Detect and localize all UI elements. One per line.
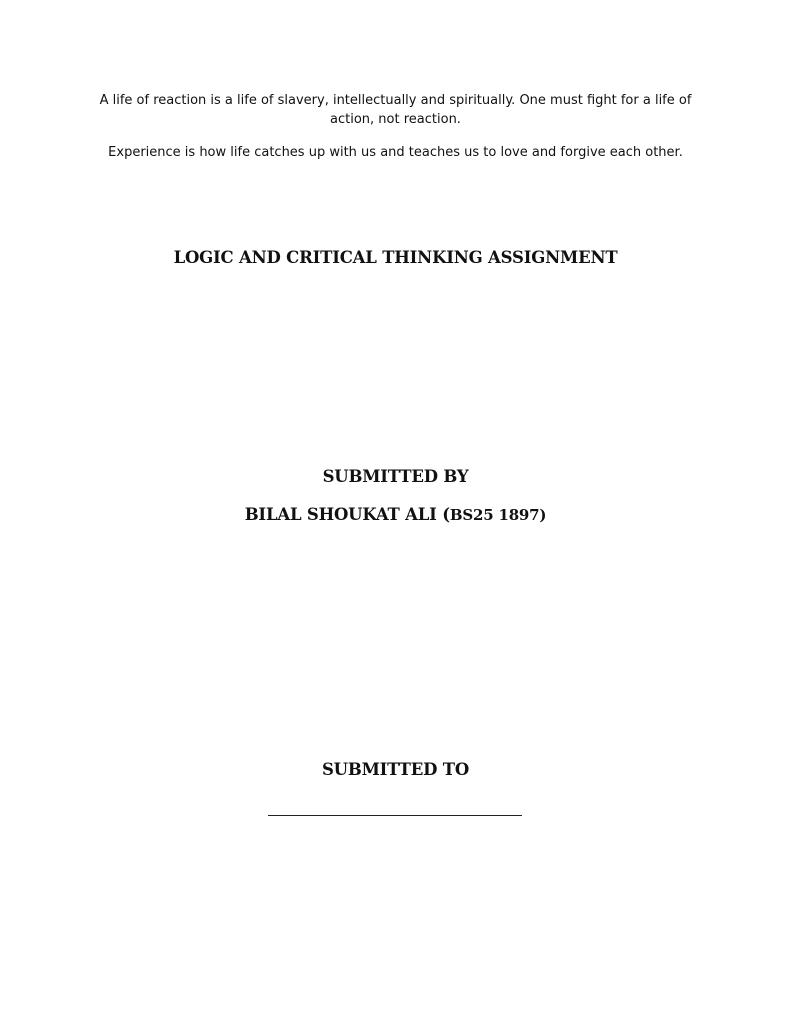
epigraph-quote-1: A life of reaction is a life of slavery, intellectually and spiritually. One must fight for a life of action, not reaction.: [99, 93, 692, 127]
author-line: [0, 505, 791, 524]
submitted-to-heading: SUBMITTED TO: [321, 760, 470, 779]
submitted-by-heading: SUBMITTED BY: [322, 467, 469, 486]
registration-number: BS25 1897): [449, 506, 547, 524]
recipient-blank-line: [268, 815, 522, 816]
epigraph-quote-2: Experience is how life catches up with us and teaches us to love and forgive each other.: [108, 145, 683, 160]
author-name: BILAL SHOUKAT ALI (: [244, 505, 450, 524]
assignment-title: LOGIC AND CRITICAL THINKING ASSIGNMENT: [173, 248, 618, 267]
